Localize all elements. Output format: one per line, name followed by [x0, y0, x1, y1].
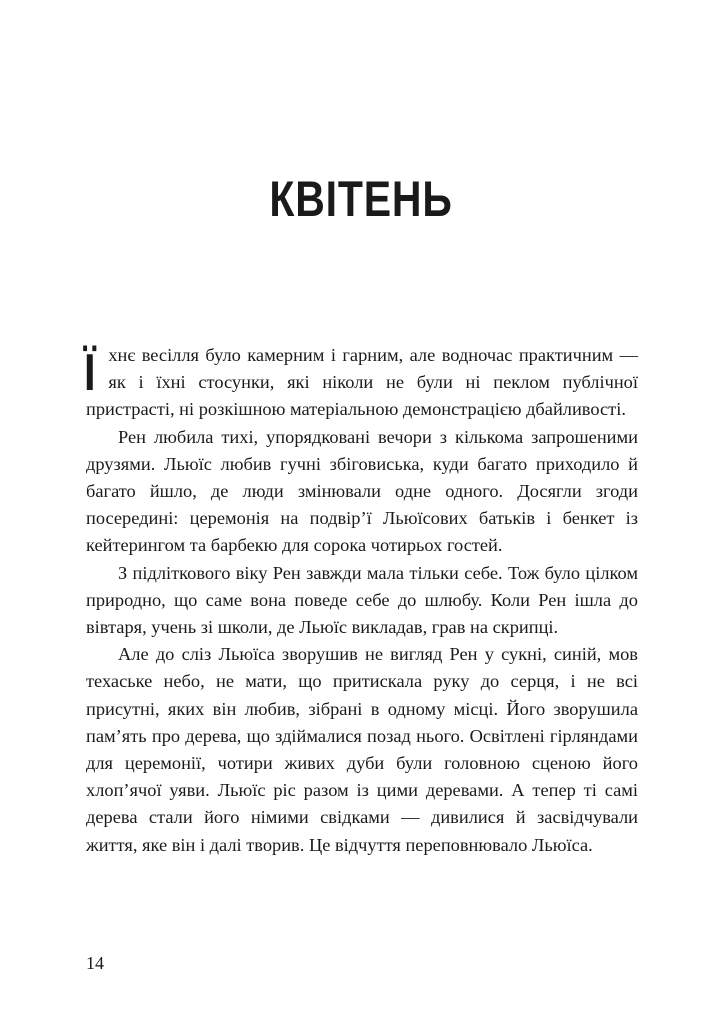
paragraph-3: З підліткового віку Рен завжди мала тільки себе. Тож було цілком природно, що саме вона поведе себе до шлюбу. Коли Рен ішла до вівтаря, учень зі школи, де Льюїс викладав, грав на скрипці. — [86, 562, 638, 638]
paragraph-1-text: хнє весілля було камерним і гарним, але водночас практичним — як і їхні стосунки, які ніколи не були ні пеклом публічної пристрасті, ні розкішною матеріальною демонстрацією дбайливості. — [86, 345, 638, 420]
body-text — [86, 342, 638, 859]
chapter-title: КВІТЕНЬ — [269, 171, 453, 227]
paragraph-1 — [86, 342, 638, 424]
page-number: 14 — [86, 953, 104, 973]
paragraph-4: Але до сліз Льюїса зворушив не вигляд Рен у сукні, синій, мов техаське небо, не мати, що притискала руку до серця, і не всі присутні, яких він любив, зібрані в одному місці. Його зворушила пам’ять про дерева, що здіймалися позад нього. Освітлені гірляндами для церемонії, чотири живих дуби були головною сценою його хлоп’ячої уяви. Льюїс ріс разом із цими деревами. А тепер ті самі дерева стали його німими свідками — дивилися й засвідчували життя, яке він і далі творив. Це відчуття переповнювало Льюїса. — [86, 644, 638, 855]
drop-cap: Ї — [84, 344, 96, 402]
paragraph-2: Рен любила тихі, упорядковані вечори з кількома запрошеними друзями. Льюїс любив гучні збіговиська, куди багато приходило й багато йшло, де люди змінювали одне одного. Досягли згоди посередині: церемонія на подвір’ї Льюїсових батьків і бенкет із кейтерингом та барбекю для сорока чотирьох гостей. — [86, 426, 638, 556]
